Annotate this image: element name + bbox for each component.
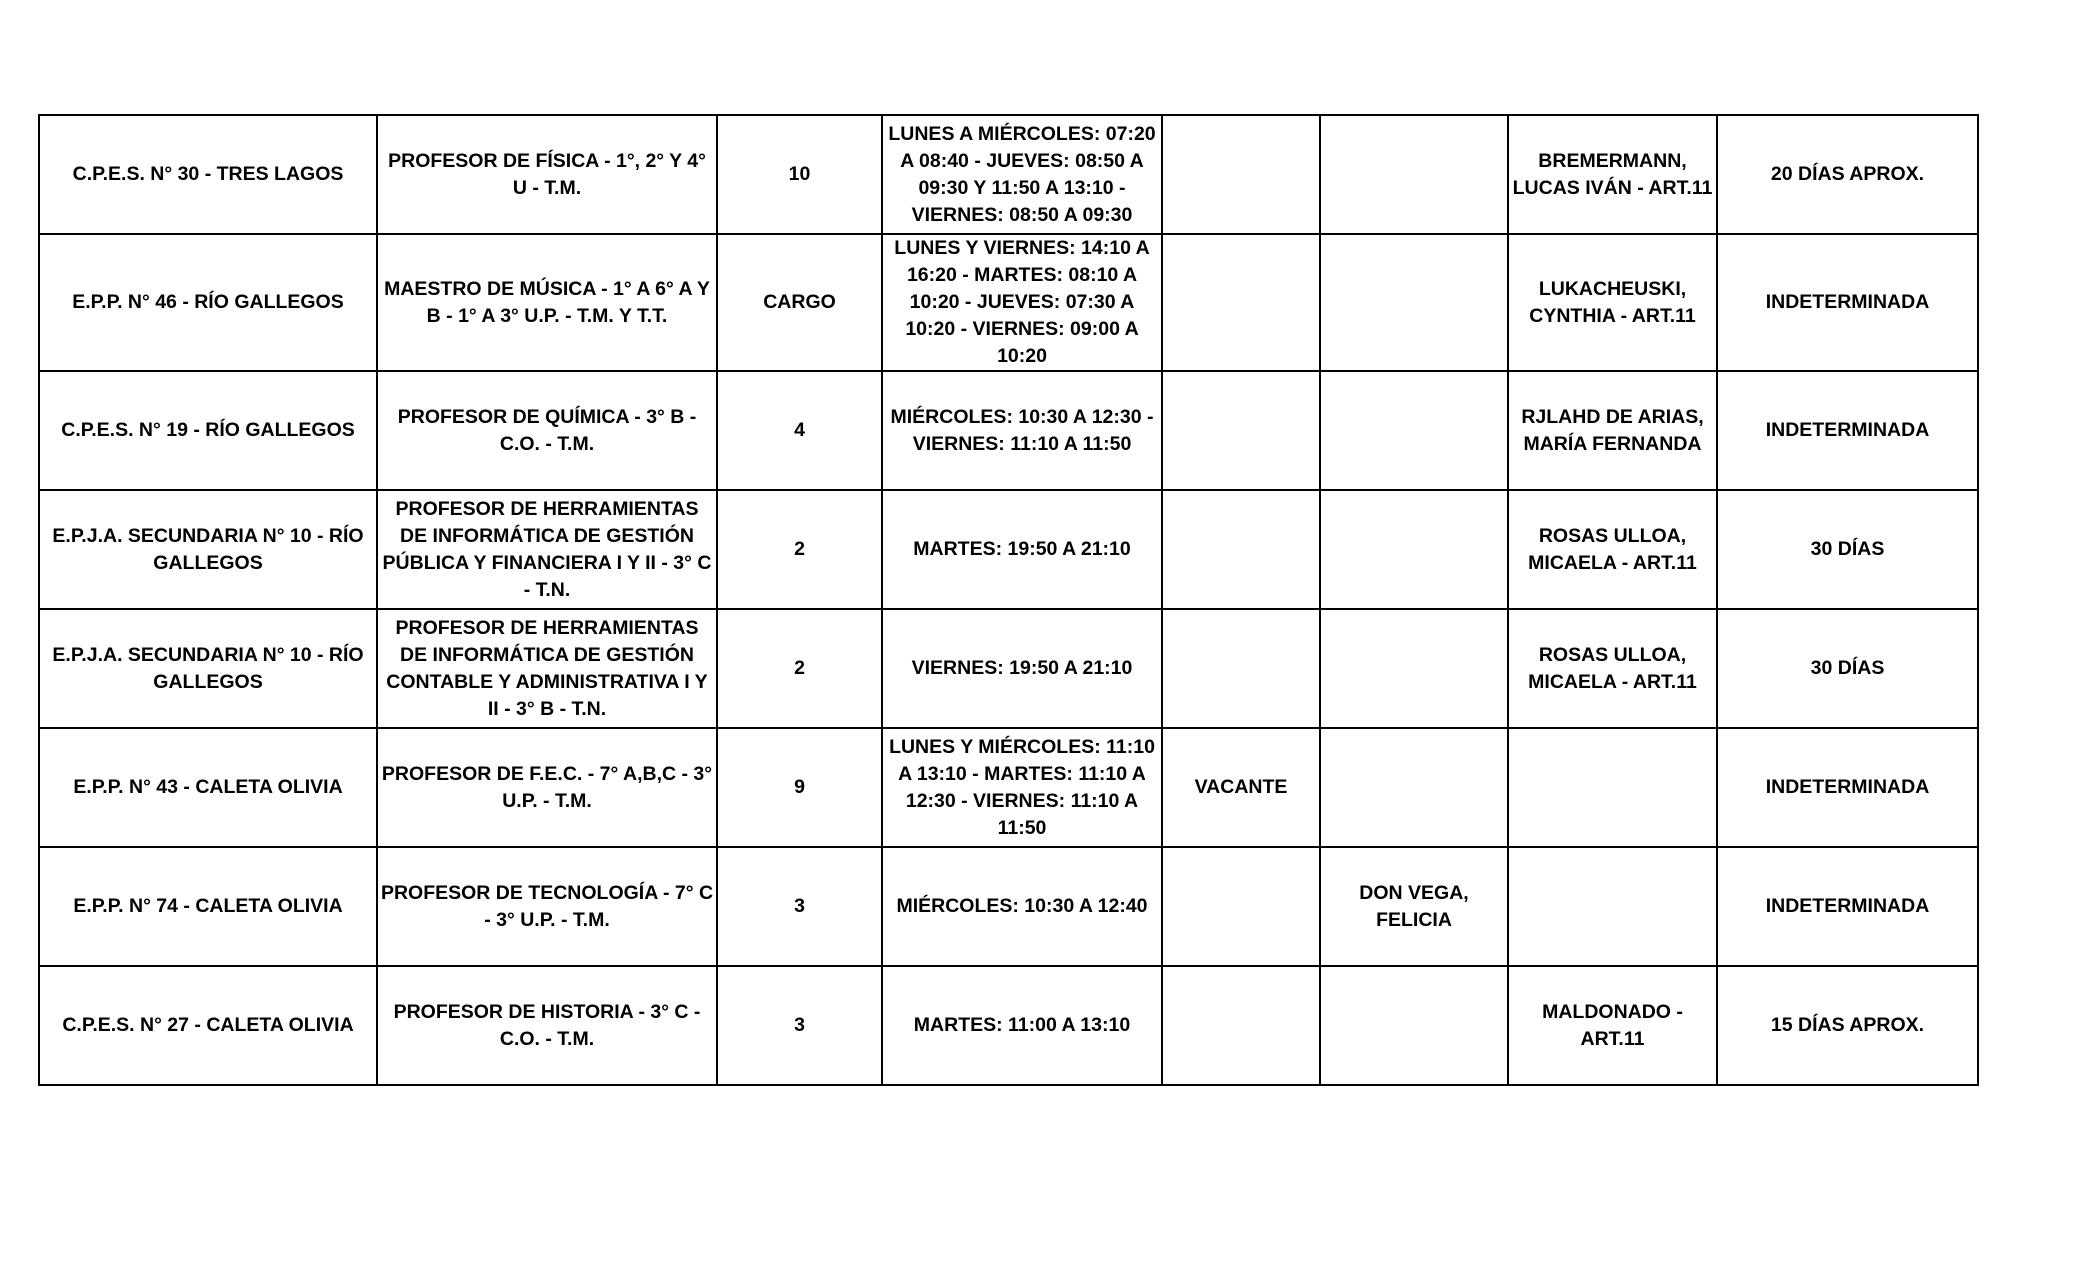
position-cell: PROFESOR DE TECNOLOGÍA - 7° C - 3° U.P. - T.M. [377, 847, 717, 966]
position-cell: PROFESOR DE FÍSICA - 1°, 2° Y 4° U - T.M. [377, 115, 717, 234]
schedule-cell: LUNES Y MIÉRCOLES: 11:10 A 13:10 - MARTES: 11:10 A 12:30 - VIERNES: 11:10 A 11:50 [882, 728, 1162, 847]
position-cell: PROFESOR DE QUÍMICA - 3° B - C.O. - T.M. [377, 371, 717, 490]
replaces-cell: BREMERMANN, LUCAS IVÁN - ART.11 [1508, 115, 1717, 234]
hours-cell: 9 [717, 728, 882, 847]
replaces-cell: ROSAS ULLOA, MICAELA - ART.11 [1508, 490, 1717, 609]
position-cell: PROFESOR DE HISTORIA - 3° C - C.O. - T.M. [377, 966, 717, 1085]
position-cell: PROFESOR DE HERRAMIENTAS DE INFORMÁTICA DE GESTIÓN CONTABLE Y ADMINISTRATIVA I Y II - 3° B - T.N. [377, 609, 717, 728]
vacancies-table [38, 114, 1979, 1086]
status-cell [1162, 966, 1320, 1085]
table-row [39, 234, 1978, 371]
schedule-cell: VIERNES: 19:50 A 21:10 [882, 609, 1162, 728]
school-cell: E.P.J.A. SECUNDARIA N° 10 - RÍO GALLEGOS [39, 609, 377, 728]
hours-cell: 4 [717, 371, 882, 490]
table-row [39, 609, 1978, 728]
replaces-cell [1508, 847, 1717, 966]
holder-cell [1320, 371, 1508, 490]
hours-cell: CARGO [717, 234, 882, 371]
duration-cell: 20 DÍAS APROX. [1717, 115, 1978, 234]
duration-cell: 30 DÍAS [1717, 609, 1978, 728]
status-cell [1162, 115, 1320, 234]
duration-cell: INDETERMINADA [1717, 371, 1978, 490]
schedule-cell: MARTES: 11:00 A 13:10 [882, 966, 1162, 1085]
replaces-cell: RJLAHD DE ARIAS, MARÍA FERNANDA [1508, 371, 1717, 490]
position-cell: PROFESOR DE HERRAMIENTAS DE INFORMÁTICA DE GESTIÓN PÚBLICA Y FINANCIERA I Y II - 3° C - T.N. [377, 490, 717, 609]
duration-cell: INDETERMINADA [1717, 234, 1978, 371]
position-cell: MAESTRO DE MÚSICA - 1° A 6° A Y B - 1° A 3° U.P. - T.M. Y T.T. [377, 234, 717, 371]
hours-cell: 2 [717, 490, 882, 609]
school-cell: E.P.P. N° 43 - CALETA OLIVIA [39, 728, 377, 847]
table-row [39, 847, 1978, 966]
replaces-cell [1508, 728, 1717, 847]
school-cell: E.P.J.A. SECUNDARIA N° 10 - RÍO GALLEGOS [39, 490, 377, 609]
school-cell: E.P.P. N° 46 - RÍO GALLEGOS [39, 234, 377, 371]
schedule-cell: MIÉRCOLES: 10:30 A 12:30 - VIERNES: 11:10 A 11:50 [882, 371, 1162, 490]
duration-cell: 30 DÍAS [1717, 490, 1978, 609]
school-cell: C.P.E.S. N° 30 - TRES LAGOS [39, 115, 377, 234]
status-cell: VACANTE [1162, 728, 1320, 847]
school-cell: E.P.P. N° 74 - CALETA OLIVIA [39, 847, 377, 966]
duration-cell: 15 DÍAS APROX. [1717, 966, 1978, 1085]
holder-cell [1320, 728, 1508, 847]
replaces-cell: MALDONADO - ART.11 [1508, 966, 1717, 1085]
hours-cell: 2 [717, 609, 882, 728]
status-cell [1162, 847, 1320, 966]
holder-cell [1320, 115, 1508, 234]
hours-cell: 3 [717, 847, 882, 966]
schedule-cell: LUNES Y VIERNES: 14:10 A 16:20 - MARTES: 08:10 A 10:20 - JUEVES: 07:30 A 10:20 - VIERNES: 09:00 A 10:20 [882, 234, 1162, 371]
holder-cell: DON VEGA, FELICIA [1320, 847, 1508, 966]
replaces-cell: ROSAS ULLOA, MICAELA - ART.11 [1508, 609, 1717, 728]
duration-cell: INDETERMINADA [1717, 847, 1978, 966]
replaces-cell: LUKACHEUSKI, CYNTHIA - ART.11 [1508, 234, 1717, 371]
table-row [39, 728, 1978, 847]
table-row [39, 966, 1978, 1085]
holder-cell [1320, 234, 1508, 371]
holder-cell [1320, 966, 1508, 1085]
duration-cell: INDETERMINADA [1717, 728, 1978, 847]
holder-cell [1320, 490, 1508, 609]
status-cell [1162, 609, 1320, 728]
schedule-cell: LUNES A MIÉRCOLES: 07:20 A 08:40 - JUEVES: 08:50 A 09:30 Y 11:50 A 13:10 - VIERNES: 08:50 A 09:30 [882, 115, 1162, 234]
schedule-cell: MIÉRCOLES: 10:30 A 12:40 [882, 847, 1162, 966]
hours-cell: 3 [717, 966, 882, 1085]
table-row [39, 115, 1978, 234]
table-row [39, 371, 1978, 490]
status-cell [1162, 490, 1320, 609]
holder-cell [1320, 609, 1508, 728]
table-row [39, 490, 1978, 609]
school-cell: C.P.E.S. N° 19 - RÍO GALLEGOS [39, 371, 377, 490]
school-cell: C.P.E.S. N° 27 - CALETA OLIVIA [39, 966, 377, 1085]
schedule-cell: MARTES: 19:50 A 21:10 [882, 490, 1162, 609]
hours-cell: 10 [717, 115, 882, 234]
status-cell [1162, 371, 1320, 490]
position-cell: PROFESOR DE F.E.C. - 7° A,B,C - 3° U.P. - T.M. [377, 728, 717, 847]
status-cell [1162, 234, 1320, 371]
